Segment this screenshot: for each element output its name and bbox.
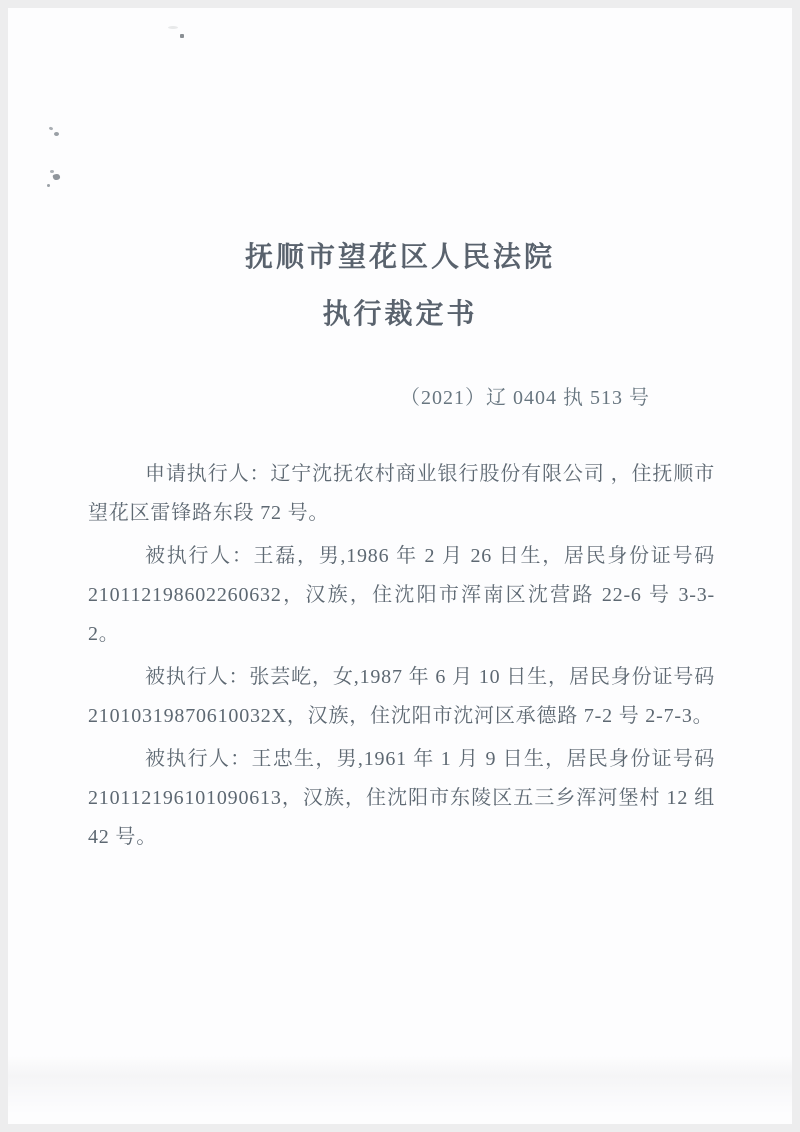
- document-page: [8, 8, 792, 1124]
- case-number: （2021）辽 0404 执 513 号: [400, 387, 650, 409]
- scan-artifact: [50, 170, 54, 173]
- paragraph-respondent-1: 被执行人：王磊，男,1986 年 2 月 26 日生，居民身份证号码 210112198602260632，汉族，住沈阳市浑南区沈营路 22-6 号 3-3-2。: [88, 545, 715, 645]
- paragraph-applicant: 申请执行人：辽宁沈抚农村商业银行股份有限公司 ，住抚顺市望花区雷锋路东段 72 号。: [88, 463, 715, 524]
- scan-artifact: [54, 132, 59, 136]
- document-title: 执行裁定书: [322, 299, 478, 330]
- scan-artifact: [49, 126, 54, 130]
- court-name-heading: 抚顺市望花区人民法院: [244, 242, 555, 273]
- paragraph-respondent-2: 被执行人：张芸屹，女,1987 年 6 月 10 日生，居民身份证号码 21010319870610032X，汉族，住沈阳市沈河区承德路 7-2 号 2-7-3。: [88, 666, 715, 727]
- scan-artifact: [47, 184, 50, 187]
- scan-artifact: [52, 173, 60, 181]
- scan-artifact: [168, 26, 178, 29]
- document-body: [8, 455, 792, 857]
- case-number-row: [8, 383, 792, 413]
- scan-shading-band: [8, 1056, 792, 1114]
- paragraph-respondent-3: 被执行人：王忠生，男,1961 年 1 月 9 日生，居民身份证号码 210112196101090613，汉族，住沈阳市东陵区五三乡浑河堡村 12 组 42 号。: [88, 748, 715, 848]
- scan-artifact: [180, 34, 184, 38]
